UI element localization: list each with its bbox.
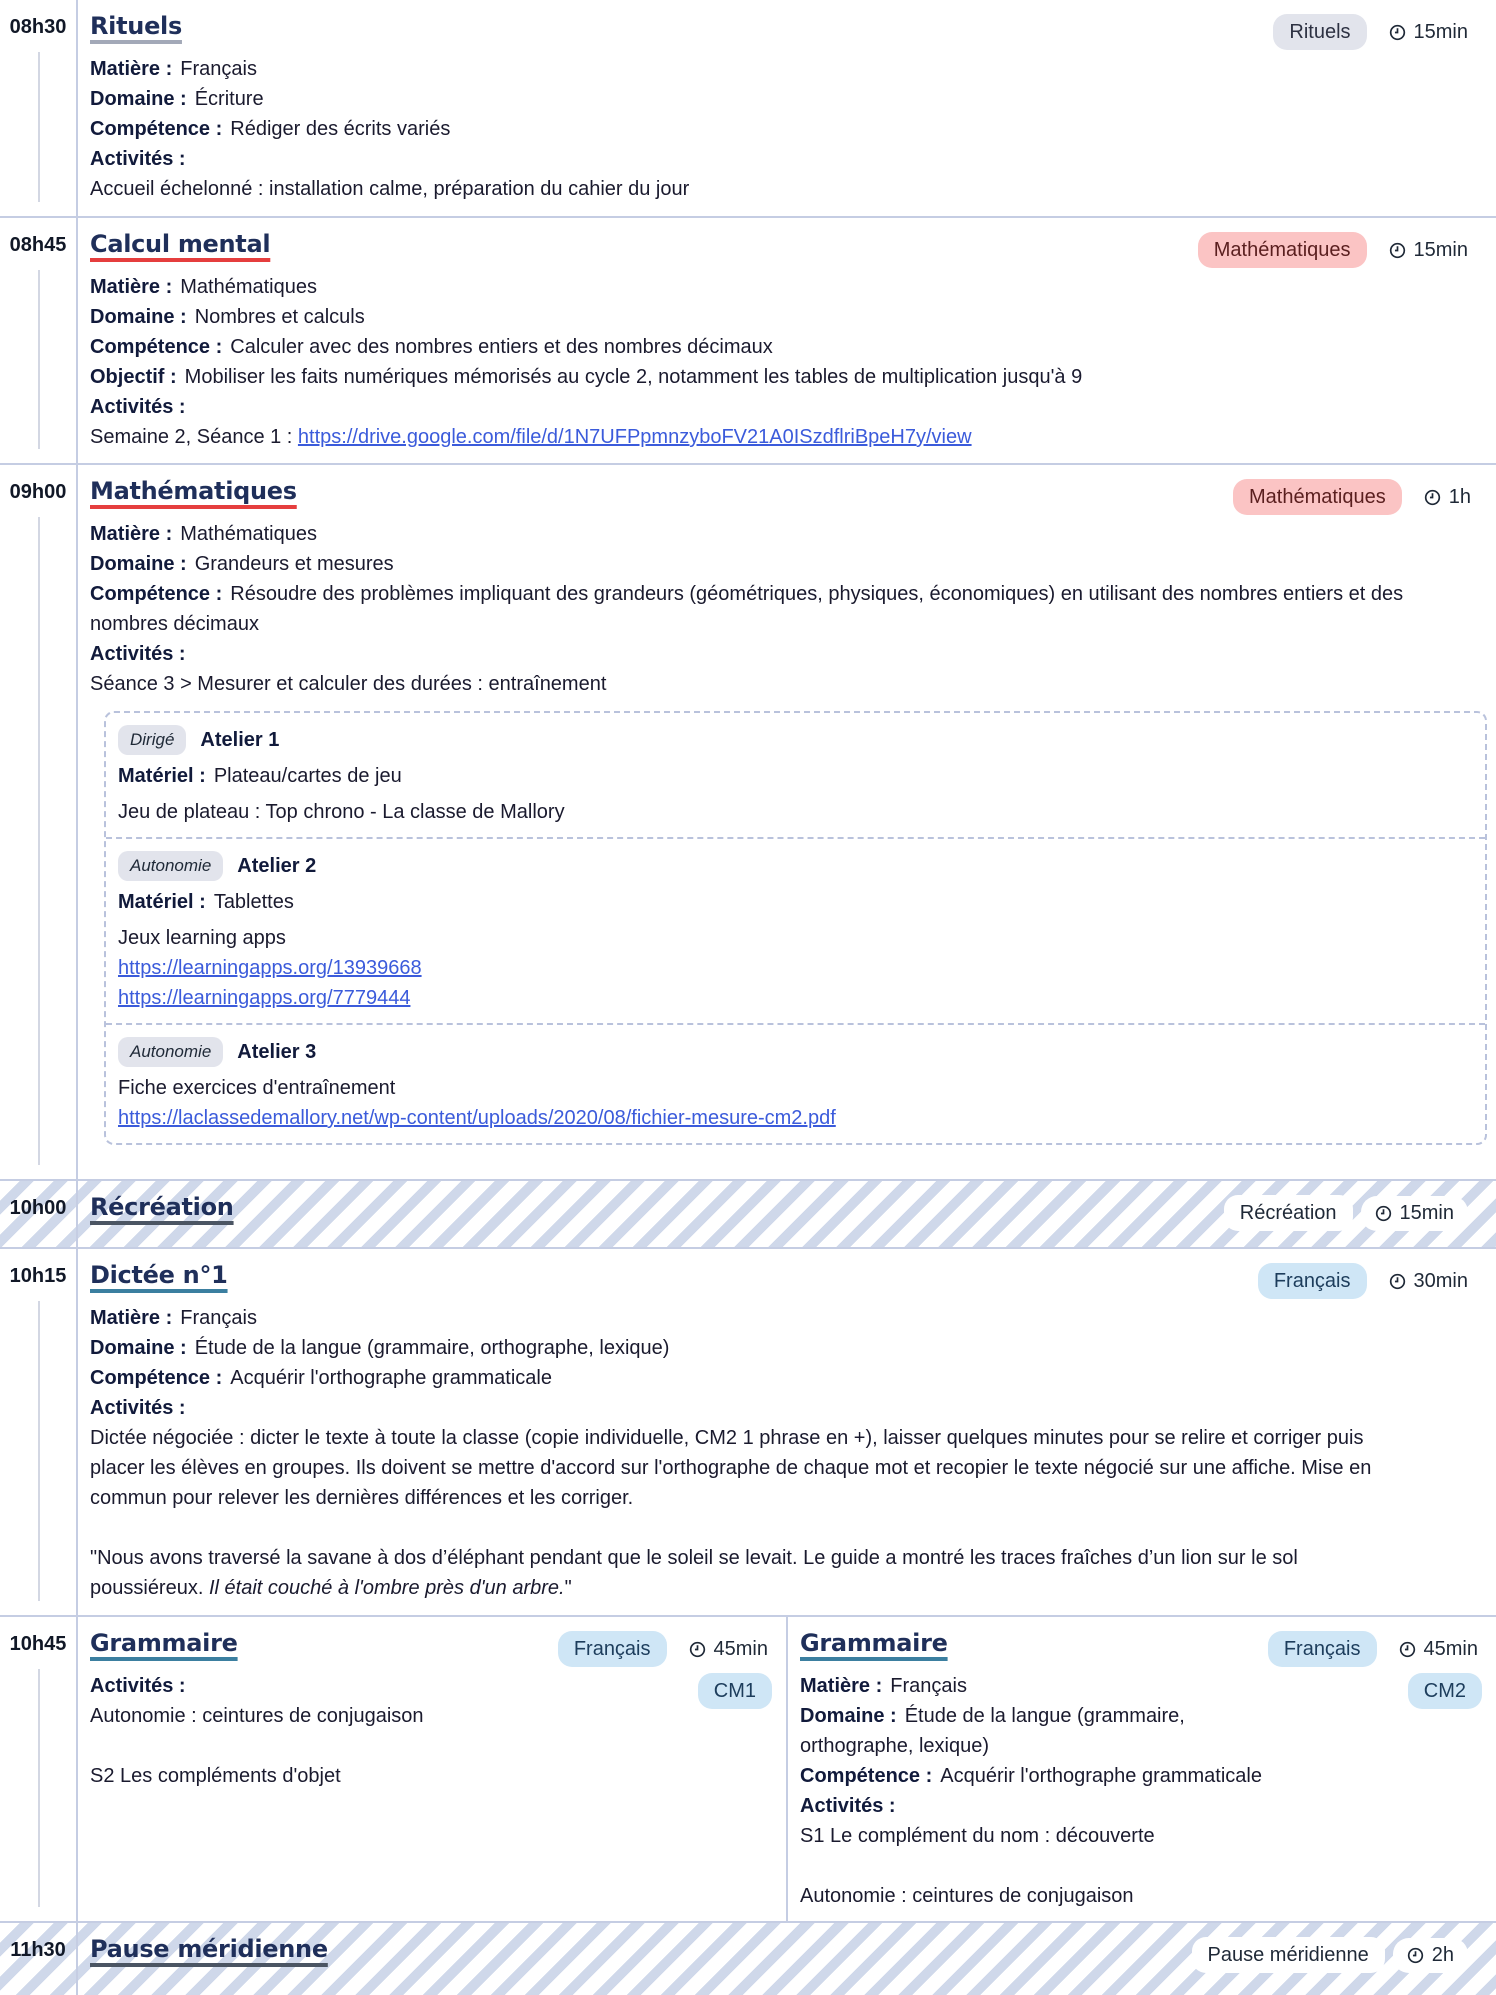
competence-label: Compétence :	[90, 118, 223, 140]
slot-time	[0, 218, 78, 463]
matiere-value: Mathématiques	[180, 523, 317, 545]
slot-time	[0, 1181, 78, 1247]
dictee-quote-italic: Il était couché à l'ombre près d'un arbre.	[208, 1577, 565, 1599]
domaine-value: Étude de la langue (grammaire,	[904, 1705, 1185, 1727]
time-label: 11h30	[10, 1939, 66, 1961]
slot-tags	[1233, 479, 1471, 515]
slot-title[interactable]: Récréation	[90, 1193, 234, 1221]
domaine-label: Domaine :	[90, 88, 187, 110]
clock-icon	[1389, 24, 1406, 41]
atelier-text: Jeux learning apps	[118, 927, 286, 949]
atelier-link[interactable]: https://learningapps.org/7779444	[118, 987, 411, 1009]
grammaire-cm2	[786, 1617, 1496, 1921]
slot-details	[90, 272, 1484, 452]
atelier-link[interactable]: https://laclassedemallory.net/wp-content/uploads/2020/08/fichier-mesure-cm2.pdf	[118, 1107, 836, 1129]
competence-label: Compétence :	[90, 583, 223, 605]
dictee-quote: "Nous avons traversé la savane à dos d’éléphant pendant que le soleil se levait. Le guide a montré les traces fraîches d’un lion sur le sol	[90, 1547, 1298, 1569]
slot-time	[0, 465, 78, 1179]
slot-tags	[1273, 14, 1468, 50]
slot-tags	[1258, 1263, 1468, 1299]
slot-calcul-mental	[0, 218, 1496, 465]
slot-grammaire	[0, 1617, 1496, 1923]
matiere-label: Matière :	[90, 58, 173, 80]
atelier-text: Fiche exercices d'entraînement	[118, 1077, 396, 1099]
activites-label: Activités :	[800, 1795, 896, 1817]
matiere-value: Français	[180, 1307, 257, 1329]
duration	[1399, 1638, 1478, 1661]
clock-icon	[1407, 1947, 1424, 1964]
slot-tags	[1268, 1631, 1478, 1667]
duration	[1424, 486, 1471, 509]
materiel-label: Matériel :	[118, 891, 206, 913]
subject-badge: Pause méridienne	[1192, 1937, 1385, 1973]
atelier-1	[106, 713, 1485, 837]
split-columns	[78, 1617, 1496, 1921]
materiel-value: Tablettes	[213, 891, 294, 913]
time-label: 10h15	[9, 1265, 67, 1287]
subject-badge: Rituels	[1273, 14, 1366, 50]
matiere-label: Matière :	[90, 276, 173, 298]
competence-value-cont: nombres décimaux	[90, 613, 259, 635]
timeline-line	[38, 1669, 40, 1907]
competence-value: Résoudre des problèmes impliquant des grandeurs (géométriques, physiques, économiques) en utilisant des nombres entiers et des	[230, 583, 1404, 605]
slot-dictee	[0, 1249, 1496, 1617]
duration	[1389, 21, 1468, 44]
activites-label: Activités :	[90, 643, 186, 665]
activites-label: Activités :	[90, 1675, 186, 1697]
domaine-value: Grandeurs et mesures	[194, 553, 394, 575]
timeline-line	[38, 517, 40, 1165]
slot-content	[78, 1923, 1496, 1995]
dictee-quote-end: "	[564, 1577, 572, 1599]
slot-details	[90, 1303, 1484, 1603]
domaine-value-cont: orthographe, lexique)	[800, 1735, 990, 1757]
slot-content	[78, 0, 1496, 216]
matiere-label: Matière :	[90, 1307, 173, 1329]
slot-content	[78, 465, 1496, 1179]
slot-title[interactable]: Rituels	[90, 12, 182, 40]
time-label: 09h00	[9, 481, 67, 503]
subject-badge: Français	[1268, 1631, 1377, 1667]
activite-text: Séance 3 > Mesurer et calculer des durées : entraînement	[90, 673, 607, 695]
duration-value: 15min	[1399, 1201, 1454, 1224]
clock-icon	[1389, 242, 1406, 259]
clock-icon	[1399, 1641, 1416, 1658]
time-label: 10h00	[9, 1197, 67, 1219]
level-badge: CM1	[698, 1673, 772, 1709]
ateliers-box	[104, 711, 1487, 1145]
slot-content	[78, 1249, 1496, 1615]
slot-tags	[558, 1631, 768, 1667]
materiel-value: Plateau/cartes de jeu	[213, 765, 402, 787]
slot-rituels	[0, 0, 1496, 218]
subject-badge: Français	[558, 1631, 667, 1667]
grammaire-cm1	[78, 1617, 786, 1921]
atelier-text: Jeu de plateau : Top chrono - La classe de Mallory	[118, 801, 565, 823]
atelier-3	[106, 1023, 1485, 1143]
duration-value: 15min	[1413, 238, 1468, 261]
slot-content	[78, 1181, 1496, 1247]
domaine-label: Domaine :	[90, 553, 187, 575]
clock-icon	[1424, 489, 1441, 506]
slot-pause-meridienne	[0, 1923, 1496, 1995]
atelier-name: Atelier 3	[237, 1040, 317, 1063]
activite-text: Autonomie : ceintures de conjugaison	[800, 1885, 1134, 1907]
slot-title[interactable]: Pause méridienne	[90, 1935, 328, 1963]
duration	[689, 1638, 768, 1661]
slot-time	[0, 1617, 78, 1921]
objectif-label: Objectif :	[90, 366, 177, 388]
time-label: 10h45	[9, 1633, 67, 1655]
mode-badge: Autonomie	[118, 1037, 223, 1067]
slot-time	[0, 0, 78, 216]
subject-badge: Mathématiques	[1233, 479, 1402, 515]
activites-label: Activités :	[90, 148, 186, 170]
slot-title[interactable]: Dictée n°1	[90, 1261, 228, 1289]
domaine-value: Écriture	[194, 88, 264, 110]
time-label: 08h45	[9, 234, 67, 256]
activite-link[interactable]: https://drive.google.com/file/d/1N7UFPpmnzyboFV21A0ISzdflriBpeH7y/view	[297, 426, 972, 448]
level-badge: CM2	[1408, 1673, 1482, 1709]
timeline-line	[38, 270, 40, 449]
materiel-label: Matériel :	[118, 765, 206, 787]
slot-details	[90, 519, 1487, 699]
duration-value: 45min	[1423, 1637, 1478, 1660]
subject-badge: Mathématiques	[1198, 232, 1367, 268]
duration	[1389, 239, 1468, 262]
slot-title[interactable]: Grammaire	[90, 1629, 238, 1657]
slot-details	[90, 54, 1484, 204]
competence-value: Calculer avec des nombres entiers et des nombres décimaux	[230, 336, 773, 358]
duration	[1393, 1938, 1468, 1973]
dictee-quote: poussiéreux.	[90, 1577, 209, 1599]
activite-text: Dictée négociée : dicter le texte à toute la classe (copie individuelle, CM2 1 phrase en +), laisser quelques minutes pour se relire et corriger puis	[90, 1427, 1364, 1449]
clock-icon	[1389, 1273, 1406, 1290]
timeline-line	[38, 1301, 40, 1601]
competence-label: Compétence :	[90, 336, 223, 358]
competence-value: Acquérir l'orthographe grammaticale	[230, 1367, 552, 1389]
activite-text: commun pour relever les dernières différences et les corriger.	[90, 1487, 634, 1509]
competence-value: Acquérir l'orthographe grammaticale	[940, 1765, 1262, 1787]
activites-label: Activités :	[90, 1397, 186, 1419]
slot-tags	[1224, 1195, 1468, 1231]
mode-badge: Autonomie	[118, 851, 223, 881]
slot-mathematiques	[0, 465, 1496, 1181]
duration-value: 45min	[713, 1637, 768, 1660]
domaine-label: Domaine :	[90, 1337, 187, 1359]
time-label: 08h30	[9, 16, 67, 38]
slot-content	[78, 218, 1496, 463]
slot-recreation	[0, 1181, 1496, 1249]
slot-title[interactable]: Calcul mental	[90, 230, 271, 258]
atelier-link[interactable]: https://learningapps.org/13939668	[118, 957, 422, 979]
slot-tags	[1192, 1937, 1468, 1973]
competence-label: Compétence :	[90, 1367, 223, 1389]
activite-text: Semaine 2, Séance 1 :	[90, 426, 293, 448]
duration-value: 30min	[1413, 1269, 1468, 1292]
objectif-value: Mobiliser les faits numériques mémorisés au cycle 2, notamment les tables de multiplication jusqu'à 9	[184, 366, 1083, 388]
duration	[1389, 1270, 1468, 1293]
slot-tags	[1198, 232, 1468, 268]
domaine-value: Nombres et calculs	[194, 306, 365, 328]
activite-text: Accueil échelonné : installation calme, préparation du cahier du jour	[90, 178, 690, 200]
matiere-value: Mathématiques	[180, 276, 317, 298]
matiere-value: Français	[890, 1675, 967, 1697]
slot-details	[800, 1671, 1484, 1911]
competence-value: Rédiger des écrits variés	[230, 118, 451, 140]
domaine-value: Étude de la langue (grammaire, orthographe, lexique)	[194, 1337, 670, 1359]
activite-text: Autonomie : ceintures de conjugaison	[90, 1705, 424, 1727]
activite-text: S2 Les compléments d'objet	[90, 1765, 341, 1787]
duration-value: 1h	[1448, 485, 1471, 508]
duration-value: 15min	[1413, 20, 1468, 43]
slot-time	[0, 1249, 78, 1615]
activite-text: placer les élèves en groupes. Ils doivent se mettre d'accord sur l'orthographe de chaque mot et recopier le texte négocié sur une affiche. Mise en	[90, 1457, 1372, 1479]
activite-text: S1 Le complément du nom : découverte	[800, 1825, 1155, 1847]
slot-title[interactable]: Mathématiques	[90, 477, 297, 505]
atelier-name: Atelier 2	[237, 854, 317, 877]
subject-badge: Récréation	[1224, 1195, 1353, 1231]
matiere-label: Matière :	[90, 523, 173, 545]
activites-label: Activités :	[90, 396, 186, 418]
mode-badge: Dirigé	[118, 725, 186, 755]
subject-badge: Français	[1258, 1263, 1367, 1299]
matiere-value: Français	[180, 58, 257, 80]
domaine-label: Domaine :	[800, 1705, 897, 1727]
clock-icon	[689, 1641, 706, 1658]
matiere-label: Matière :	[800, 1675, 883, 1697]
slot-title[interactable]: Grammaire	[800, 1629, 948, 1657]
atelier-name: Atelier 1	[200, 728, 280, 751]
atelier-2	[106, 837, 1485, 1023]
timeline-line	[38, 52, 40, 202]
competence-label: Compétence :	[800, 1765, 933, 1787]
duration-value: 2h	[1431, 1943, 1454, 1966]
domaine-label: Domaine :	[90, 306, 187, 328]
slot-time	[0, 1923, 78, 1995]
slot-details	[90, 1671, 774, 1791]
clock-icon	[1375, 1205, 1392, 1222]
duration	[1361, 1196, 1468, 1231]
